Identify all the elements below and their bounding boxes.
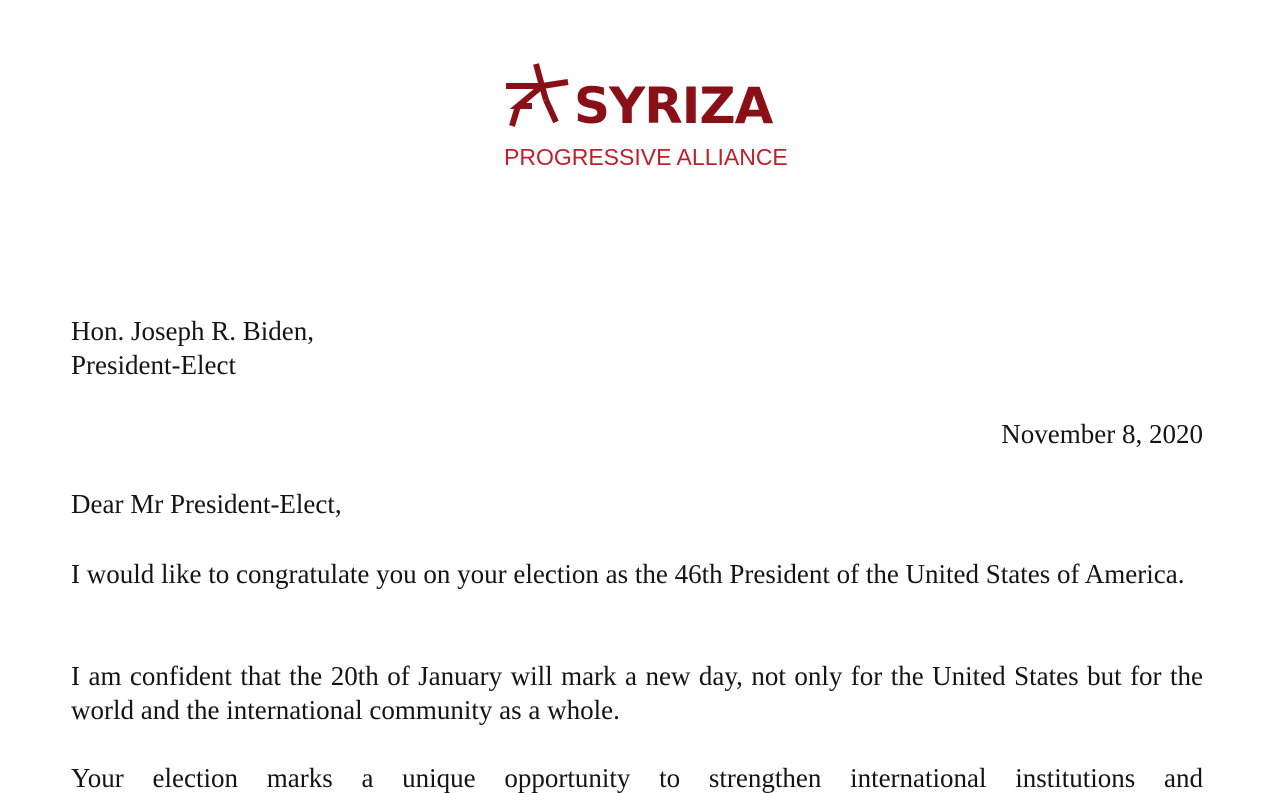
syriza-star-logo-icon [502,60,574,130]
letterhead [0,0,1280,200]
letter-date: November 8, 2020 [1001,419,1203,449]
recipient-name: Hon. Joseph R. Biden, [71,316,314,346]
paragraph-2: I am confident that the 20th of January will mark a new day, not only for the United States but for the world and the international community as a whole. [71,661,1203,725]
recipient-title: President-Elect [71,350,236,380]
party-tagline: PROGRESSIVE ALLIANCE [504,144,788,170]
party-name: SYRIZA [574,77,773,135]
salutation: Dear Mr President-Elect, [71,489,342,519]
paragraph-1: I would like to congratulate you on your election as the 46th President of the United States of America. [71,559,1185,589]
paragraph-3: Your election marks a unique opportunity to strengthen international institutions and [71,763,1203,793]
